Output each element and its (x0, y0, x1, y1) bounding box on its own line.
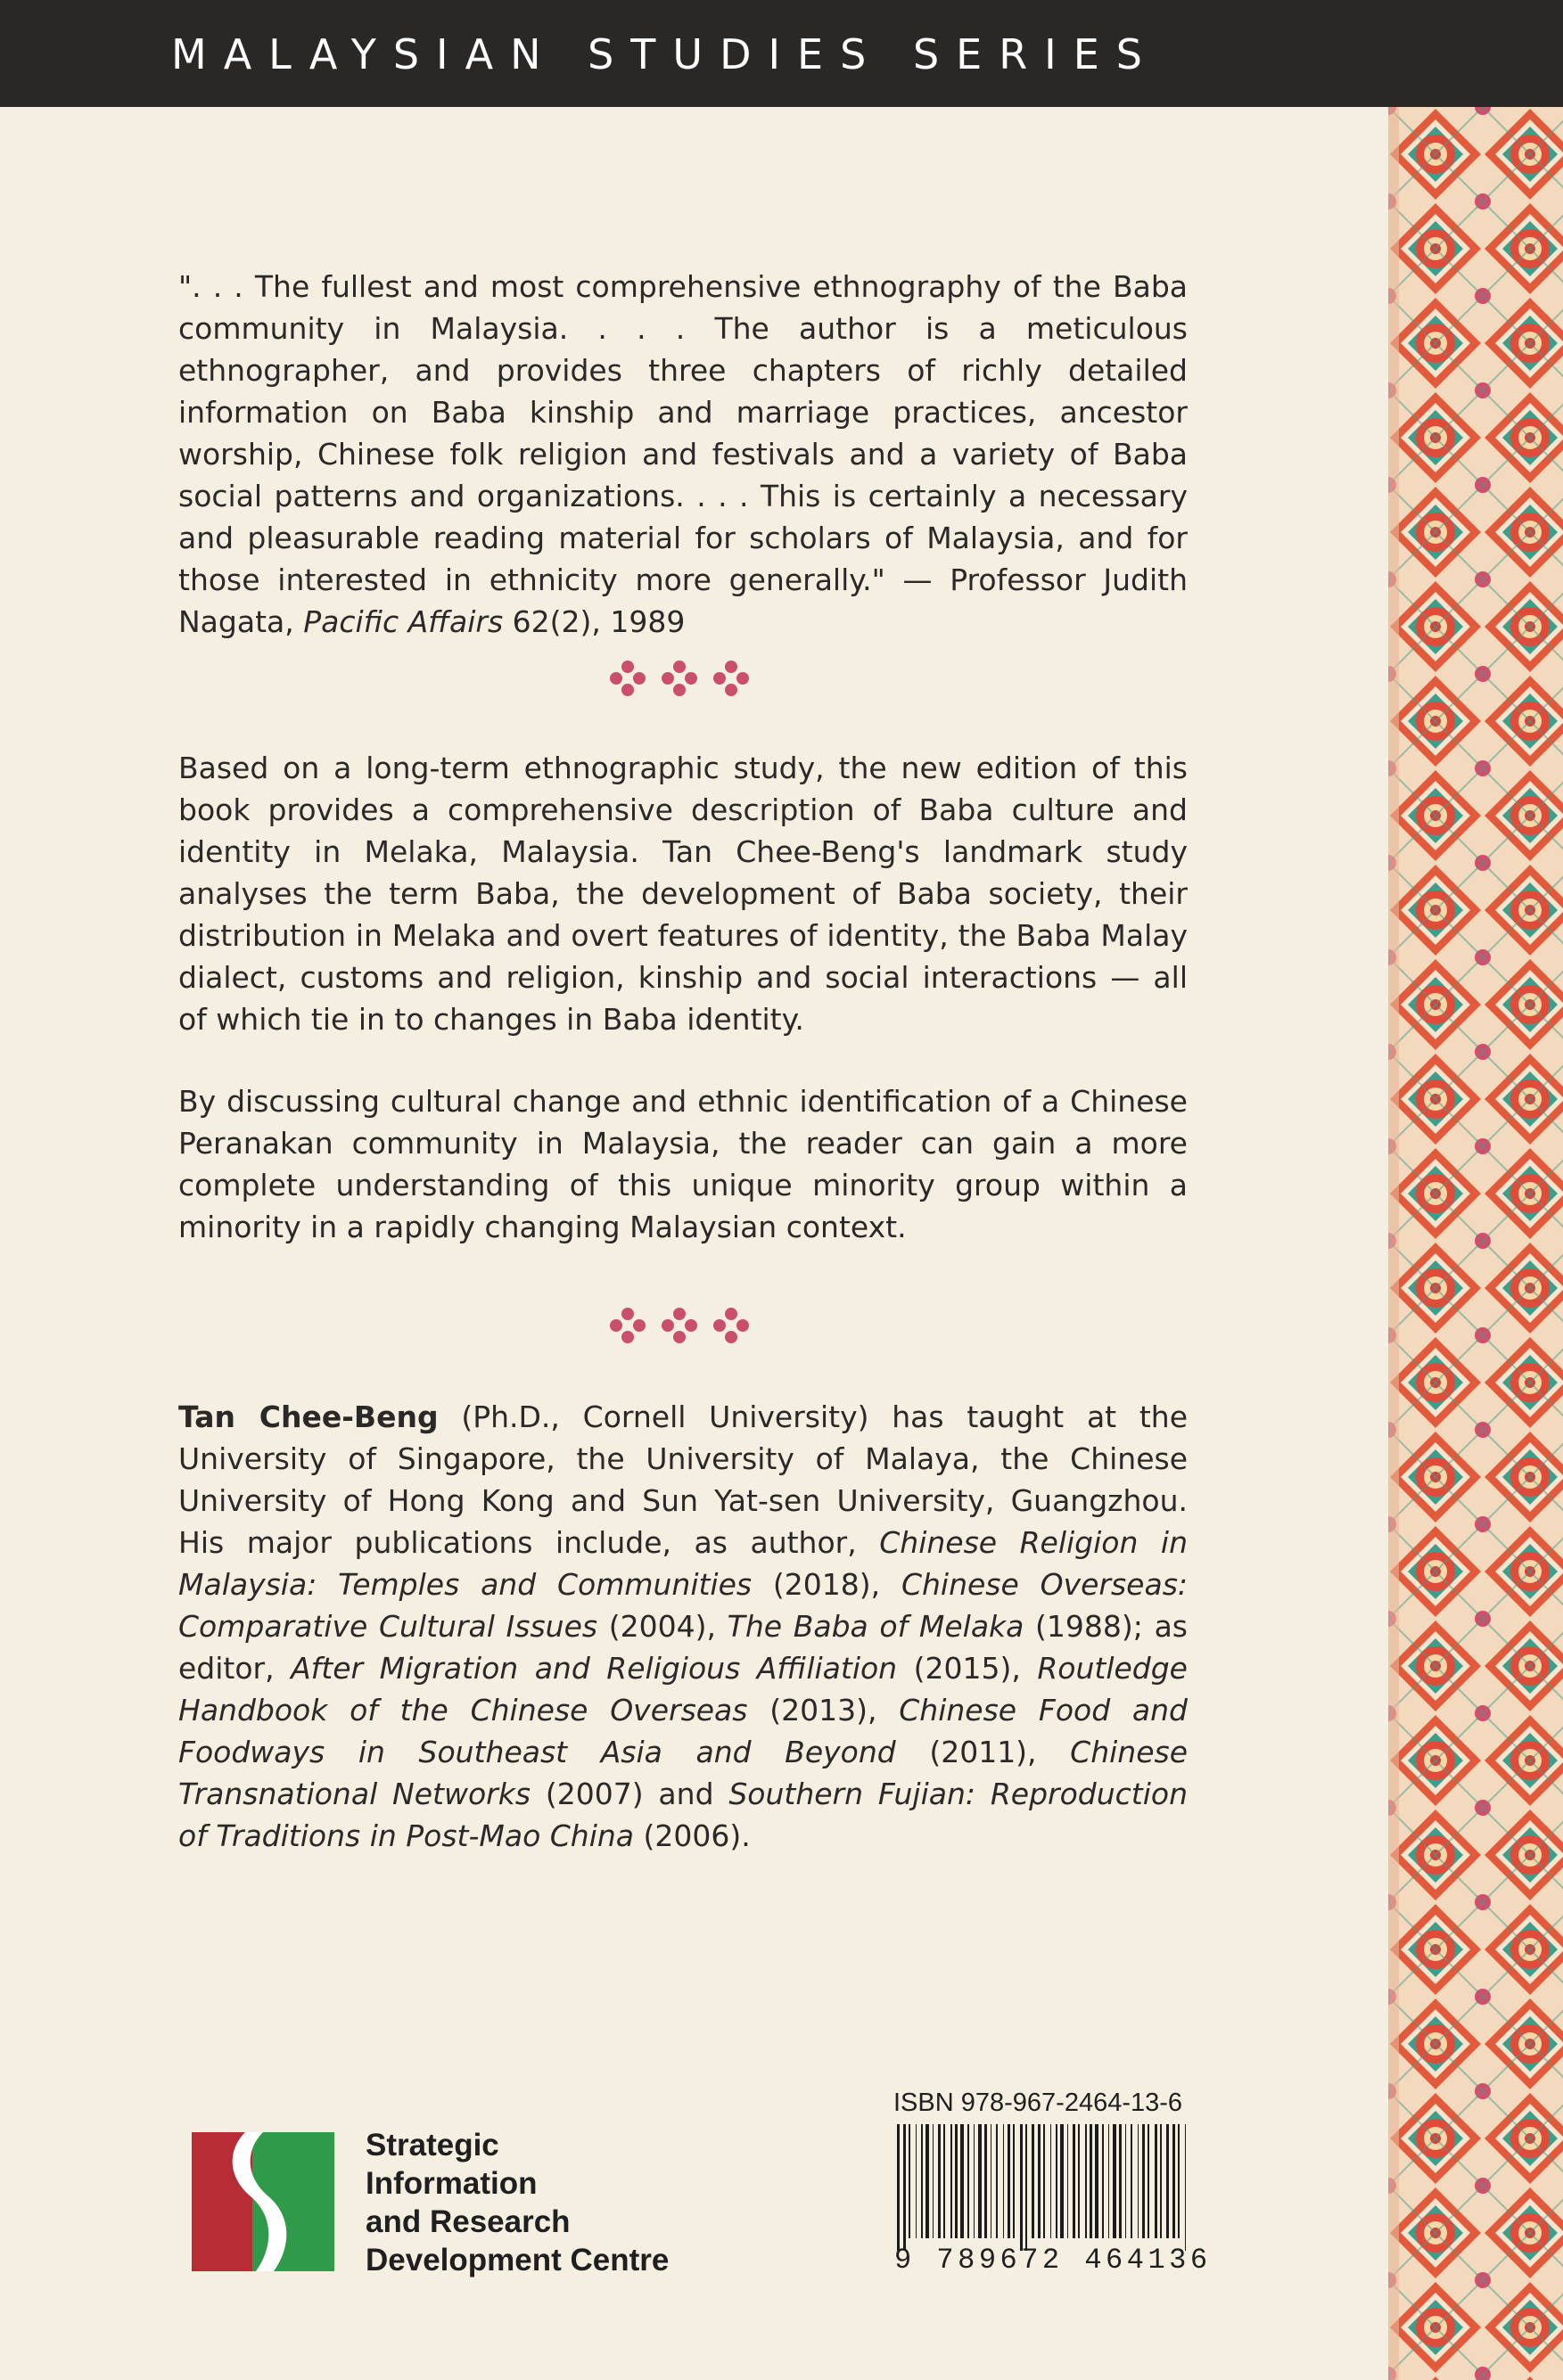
publisher-logo-icon (192, 2132, 334, 2271)
flower-ornament-icon (608, 1306, 647, 1345)
quote-journal: Pacific Affairs (303, 604, 504, 639)
publisher-line: and Research (366, 2204, 571, 2239)
book-title: Routledge Handbook of the Chinese Overseas (178, 1651, 1188, 1728)
description-text-2: By discussing cultural change and ethnic identification of a Chinese Peranakan community in Malaysia, the reader can gain a more complete understanding of this unique minority group within a minority in a rapidly changing Malaysian context. (178, 1084, 1188, 1244)
description-paragraph-2 (178, 1080, 1188, 1248)
book-year: (2015), (897, 1651, 1038, 1686)
flower-ornament-icon (660, 659, 699, 698)
book-year: (1988); as editor, (178, 1609, 1188, 1686)
book-title: Southern Fujian: Reproduction of Traditions in Post-Mao China (178, 1777, 1188, 1853)
quote-citation: 62(2), 1989 (503, 604, 686, 639)
series-title: MALAYSIAN STUDIES SERIES (171, 30, 1159, 78)
book-title: After Migration and Religious Affiliation (291, 1651, 898, 1686)
flower-ornament-icon (608, 659, 647, 698)
book-year: (2013), (747, 1693, 900, 1728)
book-title: Chinese Religion in Malaysia: Temples and Communities (178, 1525, 1188, 1602)
publisher-line: Information (366, 2166, 538, 2201)
ornament-divider (608, 1299, 751, 1352)
book-year: (2007) and (531, 1777, 729, 1811)
flower-ornament-icon (660, 1306, 699, 1345)
decorative-border (1388, 107, 1563, 2380)
book-year: (2006). (634, 1818, 751, 1853)
book-title: Chinese Overseas: Comparative Cultural Issues (178, 1567, 1189, 1644)
author-name: Tan Chee-Beng (178, 1399, 439, 1434)
description-text-1: Based on a long-term ethnographic study, the new edition of this book provides a comprehensive description of Baba culture and identity in Melaka, Malaysia. Tan Chee-Beng's landmark study analyses the term Baba, the development of Baba society, their distribution in Melaka and overt features of identity, the Baba Malay dialect, customs and religion, kinship and social interactions — all of which tie in to changes in Baba identity. (178, 751, 1188, 1037)
flower-ornament-icon (712, 1306, 751, 1345)
book-title: Chinese Food and Foodways in Southeast Asia and Beyond (178, 1693, 1188, 1769)
book-year: (2018), (752, 1567, 901, 1602)
publisher-line: Strategic (366, 2128, 499, 2163)
description-paragraph-1 (178, 747, 1188, 1040)
author-bio (178, 1396, 1188, 1857)
barcode-digits: 9 789672 464136 (894, 2244, 1212, 2277)
publisher-line: Development Centre (366, 2243, 670, 2277)
quote-text: ". . . The fullest and most comprehensive ethnography of the Baba community in Malaysia. . . . The author is a meticulous ethnographer, and provides three chapters of richly detailed information on Baba kinship and marriage practices, ancestor worship, Chinese folk religion and festivals and a variety of Baba social patterns and organizations. . . . This is certainly a necessary and pleasurable reading material for scholars of Malaysia, and for those interested in ethnicity more generally." — Professor Judith Nagata, (178, 269, 1188, 639)
bio-intro: (Ph.D., Cornell University) has taught at the University of Singapore, the University of Malaya, the Chinese University of Hong Kong and Sun Yat-sen University, Guangzhou. His major publications include, as author, (178, 1399, 1189, 1560)
flower-ornament-icon (712, 659, 751, 698)
series-banner (0, 0, 1563, 107)
ornament-divider (608, 652, 751, 705)
book-year: (2004), (597, 1609, 728, 1644)
book-title: Chinese Transnational Networks (178, 1735, 1189, 1811)
isbn-label: ISBN 978-967-2464-13-6 (893, 2089, 1183, 2117)
book-year: (2011), (895, 1735, 1071, 1769)
review-quote (178, 266, 1188, 643)
publisher-name (366, 2126, 687, 2279)
barcode-icon (892, 2124, 1195, 2251)
book-title: The Baba of Melaka (727, 1609, 1024, 1644)
